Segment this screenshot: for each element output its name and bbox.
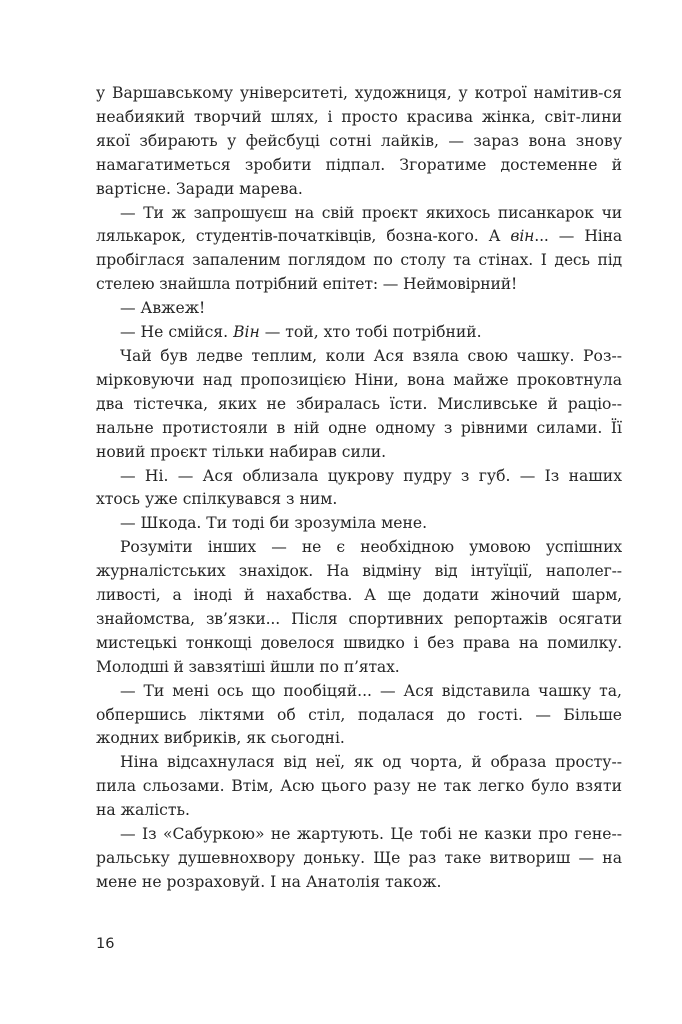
paragraph: — Ти мені ось що пообіцяй... — Ася відставила чашку та, обпершись ліктями об стіл, подалася до гості. — Більше жодних вибриків, як сьогодні. — [96, 681, 622, 748]
paragraph: Чай був ледве теплим, коли Ася взяла свою чашку. Роз-мірковуючи над пропозицією Ніни, вона майже проковтнула два тістечка, яких не збиралась їсти. Мисливське й раціо-нальне протистояли в ній одне одному з рівними силами. Її новий проєкт тільки набирав сили. — [96, 346, 622, 461]
paragraph: — Ти ж запрошуєш на свій проєкт якихось писанкарок чи лялькарок, студентів-початківців, бозна-кого. А він... — Ніна пробіглася запаленим поглядом по столу та стінах. І десь під стелею знайшла потрібний епітет: — Неймовірний! — [96, 203, 623, 294]
paragraph: — Із «Сабуркою» не жартують. Це тобі не казки про гене-ральську душевнохвору доньку. Ще раз таке витвориш — на мене не розраховуй. І на Анатолія також. — [96, 825, 622, 891]
paragraph: у Варшавському університеті, художниця, у котрої намітив-ся неабиякий творчий шлях, і просто красива жінка, світ-лини якої збирають у фейсбуці сотні лайків, — зараз вона знову намагатиметься зробити підпал. Згоратиме достеменне й вартісне. Заради марева. — [96, 84, 622, 198]
page-number: 16 — [96, 936, 115, 952]
paragraph: Ніна відсахнулася від неї, як од чорта, й образа просту-пила сльозами. Втім, Асю цього разу не так легко було взяти на жалість. — [96, 753, 622, 820]
paragraph: — Не смійся. Він — той, хто тобі потрібний. — [120, 323, 482, 342]
paragraph: Розуміти інших — не є необхідною умовою успішних журналістських знахідок. На відміну від інтуїції, наполег-ливості, а іноді й нахабства. А ще додати жіночий шарм, знайомства, зв’язки... Після спортивних репортажів осягати мистецькі тонкощі довелося швидко і без права на помилку. Молодші й завзятіші йшли по п’ятах. — [96, 538, 622, 676]
paragraph: — Ні. — Ася облизала цукрову пудру з губ. — Із наших хтось уже спілкувався з ним. — [96, 466, 622, 509]
body-text — [96, 82, 622, 895]
paragraph: — Авжеж! — [120, 299, 206, 318]
paragraph: — Шкода. Ти тоді би зрозуміла мене. — [120, 514, 428, 533]
